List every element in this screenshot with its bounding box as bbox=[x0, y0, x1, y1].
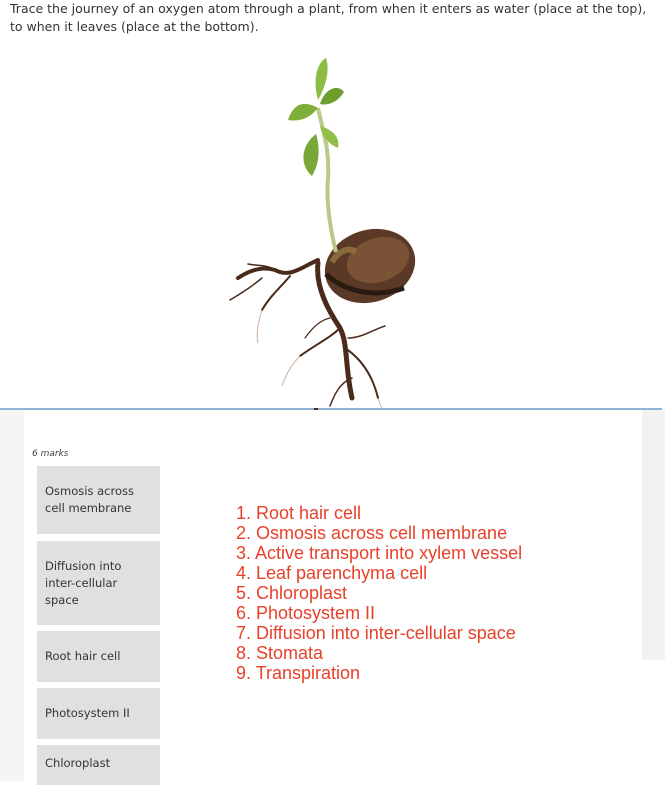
right-gutter bbox=[642, 410, 665, 660]
answer-key-item: 2. Osmosis across cell membrane bbox=[236, 523, 508, 543]
drag-item-chloroplast[interactable] bbox=[37, 745, 160, 785]
seedling-plant-image bbox=[0, 38, 662, 408]
drag-item-root-hair-cell[interactable] bbox=[37, 631, 160, 682]
drag-item-osmosis[interactable] bbox=[37, 466, 160, 534]
drag-item-label: Root hair cell bbox=[45, 649, 121, 663]
answer-key-item: 5. Chloroplast bbox=[236, 583, 348, 603]
drag-item-label: Photosystem II bbox=[45, 706, 130, 720]
seedling-illustration bbox=[0, 38, 662, 408]
answer-key-item: 6. Photosystem II bbox=[236, 603, 376, 623]
drag-item-label: Chloroplast bbox=[45, 756, 111, 770]
drag-item-label: Osmosis across cell membrane bbox=[45, 484, 134, 515]
answer-key-item: 8. Stomata bbox=[236, 643, 324, 663]
answer-key-item: 3. Active transport into xylem vessel bbox=[236, 543, 523, 563]
question-text: Trace the journey of an oxygen atom through a plant, from when it enters as water (place at the top), to when it leaves (place at the bottom). bbox=[10, 1, 647, 34]
drag-item-photosystem[interactable] bbox=[37, 688, 160, 739]
drag-item-label: Diffusion into inter-cellular space bbox=[45, 558, 122, 607]
answer-key-item: 4. Leaf parenchyma cell bbox=[236, 563, 428, 583]
marks-label: 6 marks bbox=[32, 449, 69, 459]
answer-key-item: 1. Root hair cell bbox=[236, 503, 362, 523]
drag-item-diffusion[interactable] bbox=[37, 541, 160, 625]
answer-key-item: 9. Transpiration bbox=[236, 663, 361, 683]
answer-key-list bbox=[236, 503, 522, 683]
left-gutter bbox=[0, 410, 24, 781]
answer-key-item: 7. Diffusion into inter-cellular space bbox=[236, 623, 516, 643]
